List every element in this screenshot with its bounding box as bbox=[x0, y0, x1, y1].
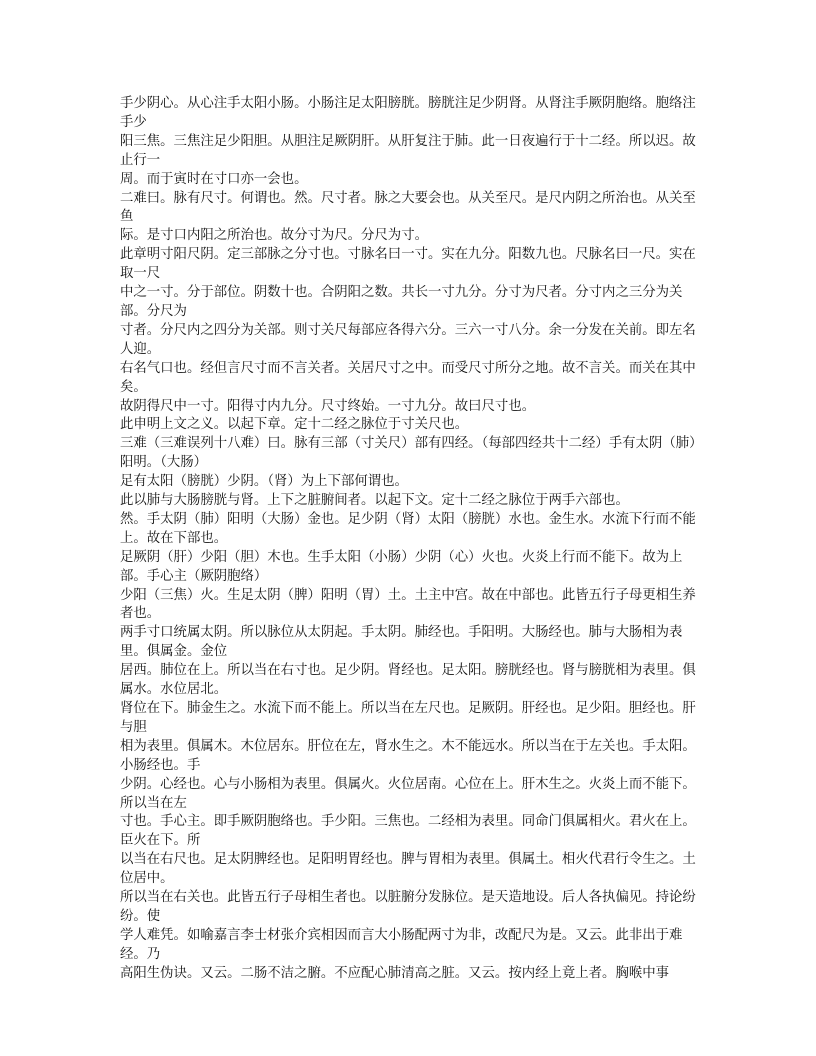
text-line: 此章明寸阳尺阴。定三部脉之分寸也。寸脉名曰一寸。实在九分。阳数九也。尺脉名曰一尺。实在取一尺 bbox=[120, 247, 696, 282]
text-line: 足厥阴（肝）少阳（胆）木也。生手太阳（小肠）少阴（心）火也。火炎上行而不能下。故为上部。手心主（厥阴胞络） bbox=[120, 549, 683, 584]
text-line: 寸也。手心主。即手厥阴胞络也。手少阳。三焦也。二经相为表里。同命门俱属相火。君火在上。臣火在下。所 bbox=[120, 814, 696, 849]
text-line: 学人难凭。如喻嘉言李士材张介宾相因而言大小肠配两寸为非，改配尺为是。又云。此非出于难经。乃 bbox=[120, 927, 683, 962]
text-line: 故阴得尺中一寸。阳得寸内九分。尺寸终始。一寸九分。故曰尺寸也。 bbox=[120, 398, 536, 414]
text-line: 足有太阳（膀胱）少阴。（肾）为上下部何谓也。 bbox=[120, 474, 408, 490]
text-line: 少阴。心经也。心与小肠相为表里。俱属火。火位居南。心位在上。肝木生之。火炎上而不能下。所以当在左 bbox=[120, 776, 696, 811]
text-line: 中之一寸。分于部位。阴数十也。合阴阳之数。共长一寸九分。分寸为尺者。分寸内之三分为关部。分尺为 bbox=[120, 285, 683, 319]
text-line: 少阳（三焦）火。生足太阴（脾）阳明（胃）土。土主中宫。故在中部也。此皆五行子母更相生养者也。 bbox=[120, 587, 696, 622]
document-page bbox=[120, 95, 700, 984]
text-line: 三难（三难误列十八难）曰。脉有三部（寸关尺）部有四经。（每部四经共十二经）手有太阴（肺）阳明。（大肠） bbox=[120, 436, 696, 471]
text-line: 两手寸口统属太阴。所以脉位从太阴起。手太阴。肺经也。手阳明。大肠经也。肺与大肠相为表里。俱属金。金位 bbox=[120, 625, 683, 660]
text-line: 手少阴心。从心注手太阳小肠。小肠注足太阳膀胱。膀胱注足少阴肾。从肾注手厥阴胞络。胞络注手少 bbox=[120, 96, 696, 130]
text-line: 阳三焦。三焦注足少阳胆。从胆注足厥阴肝。从肝复注于肺。此一日夜遍行于十二经。所以迟。故止行一 bbox=[120, 133, 696, 168]
text-line: 所以当在右关也。此皆五行子母相生者也。以脏腑分发脉位。是天造地设。后人各执偏见。持论纷纷。使 bbox=[120, 890, 696, 924]
text-line: 二难曰。脉有尺寸。何谓也。然。尺寸者。脉之大要会也。从关至尺。是尺内阴之所治也。从关至鱼 bbox=[120, 190, 696, 225]
text-line: 相为表里。俱属木。木位居东。肝位在左，肾水生之。木不能远水。所以当在于左关也。手太阳。小肠经也。手 bbox=[120, 738, 696, 773]
text-line: 际。是寸口内阳之所治也。故分寸为尺。分尺为寸。 bbox=[120, 228, 428, 244]
text-line: 肾位在下。肺金生之。水流下而不能上。所以当在左尺也。足厥阴。肝经也。足少阳。胆经也。肝与胆 bbox=[120, 701, 696, 735]
text-line: 此以肺与大肠膀胱与肾。上下之脏腑间者。以起下文。定十二经之脉位于两手六部也。 bbox=[120, 493, 629, 509]
text-line: 此申明上文之义。以起下章。定十二经之脉位于寸关尺也。 bbox=[120, 417, 469, 433]
text-line: 寸者。分尺内之四分为关部。则寸关尺每部应各得六分。三六一寸八分。余一分发在关前。即左名人迎。 bbox=[120, 322, 696, 357]
text-line: 以当在右尺也。足太阴脾经也。足阳明胃经也。脾与胃相为表里。俱属土。相火代君行令生之。土位居中。 bbox=[120, 852, 696, 887]
text-line: 周。而于寅时在寸口亦一会也。 bbox=[120, 171, 308, 187]
text-line: 高阳生伪诀。又云。二肠不洁之腑。不应配心肺清高之脏。又云。按内经上竟上者。胸喉中事 bbox=[120, 965, 670, 981]
text-line: 右名气口也。经但言尺寸而不言关者。关居尺寸之中。而受尺寸所分之地。故不言关。而关在其中矣。 bbox=[120, 360, 696, 395]
text-line: 居西。肺位在上。所以当在右寸也。足少阴。肾经也。足太阳。膀胱经也。肾与膀胱相为表里。俱属水。水位居北。 bbox=[120, 663, 696, 698]
text-line: 然。手太阴（肺）阳明（大肠）金也。足少阴（肾）太阳（膀胱）水也。金生水。水流下行而不能上。故在下部也。 bbox=[120, 511, 696, 546]
